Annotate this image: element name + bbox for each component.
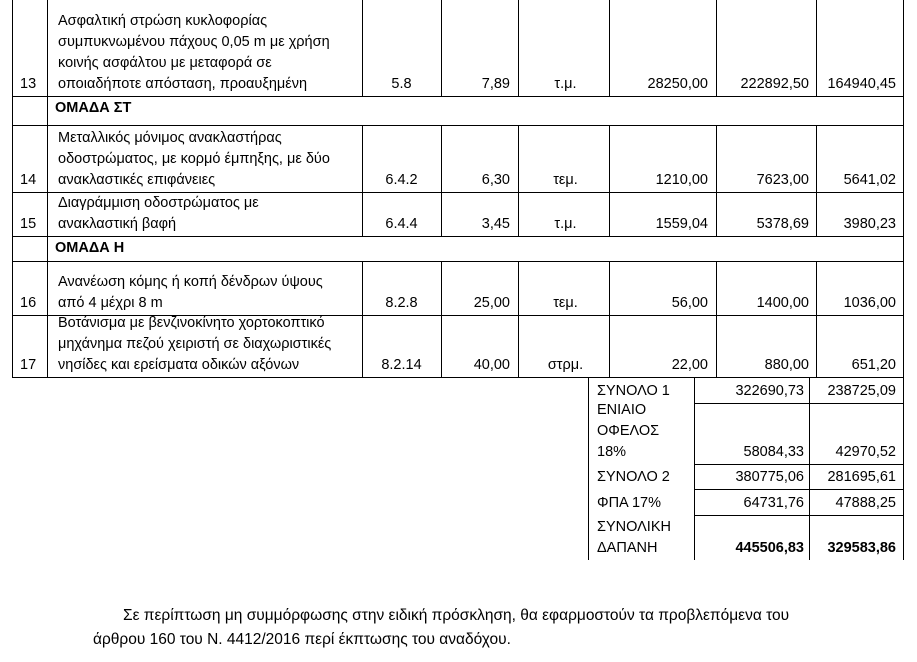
- group-label: ΟΜΑΔΑ Η: [55, 240, 125, 256]
- item-total-b: 651,20: [851, 357, 896, 373]
- item-quantity: 1210,00: [655, 172, 708, 188]
- summary-value-b: 47888,25: [835, 495, 896, 511]
- item-description-line: Βοτάνισμα με βενζινοκίνητο χορτοκοπτικό: [58, 315, 325, 331]
- summary-value-a: 380775,06: [735, 469, 804, 485]
- summary-label-line: ΣΥΝΟΛΙΚΗ: [597, 519, 671, 535]
- item-number: 17: [20, 357, 37, 373]
- summary-value-a: 58084,33: [743, 444, 804, 460]
- item-code: 5.8: [391, 76, 412, 92]
- item-description-line: Ασφαλτική στρώση κυκλοφορίας: [58, 13, 268, 29]
- item-total-a: 222892,50: [740, 76, 809, 92]
- item-unit-price: 7,89: [481, 76, 510, 92]
- table-row-sep: [12, 377, 904, 378]
- table-row-sep: [12, 96, 904, 97]
- item-code: 8.2.14: [381, 357, 422, 373]
- summary-value-b: 238725,09: [827, 383, 896, 399]
- table-border-left: [12, 0, 13, 377]
- table-border-right: [903, 0, 904, 377]
- footer-line-2: άρθρου 160 του Ν. 4412/2016 περί έκπτωσης του αναδόχου.: [93, 631, 511, 648]
- item-description-line: από 4 μέχρι 8 m: [58, 295, 163, 311]
- item-description-line: οδοστρώματος, με κορμό έμπηξης, με δύο: [58, 151, 330, 167]
- footer-line-1: Σε περίπτωση μη συμμόρφωσης στην ειδική πρόσκληση, θα εφαρμοστούν τα προβλεπόμενα του: [123, 607, 790, 624]
- item-unit-price: 6,30: [481, 172, 510, 188]
- summary-row-sep: [694, 515, 904, 516]
- item-unit-price: 40,00: [473, 357, 510, 373]
- summary-row-sep: [694, 403, 904, 404]
- item-description-line: ανακλαστική βαφή: [58, 216, 177, 232]
- summary-value-b: 281695,61: [827, 469, 896, 485]
- summary-value-a: 445506,83: [735, 540, 804, 556]
- item-quantity: 56,00: [671, 295, 708, 311]
- item-description-line: κοινής ασφάλτου με μεταφορά σε: [58, 55, 272, 71]
- item-total-a: 5378,69: [756, 216, 809, 232]
- item-quantity: 1559,04: [655, 216, 708, 232]
- table-row-sep: [12, 236, 904, 237]
- summary-label-line: ΣΥΝΟΛΟ 1: [597, 383, 670, 399]
- item-description-line: Διαγράμμιση οδοστρώματος με: [58, 195, 259, 211]
- item-description-line: οποιαδήποτε απόσταση, προαυξημένη: [58, 76, 308, 92]
- summary-value-a: 322690,73: [735, 383, 804, 399]
- summary-label-line: ΦΠΑ 17%: [597, 495, 661, 511]
- item-number: 15: [20, 216, 37, 232]
- item-description-line: Μεταλλικός μόνιμος ανακλαστήρας: [58, 130, 282, 146]
- item-number: 13: [20, 76, 37, 92]
- summary-label-line: ΣΥΝΟΛΟ 2: [597, 469, 670, 485]
- item-unit: τεμ.: [553, 172, 578, 188]
- item-total-a: 880,00: [764, 357, 809, 373]
- summary-border-left: [588, 377, 589, 560]
- item-number: 16: [20, 295, 37, 311]
- summary-label-line: ΕΝΙΑΙΟ: [597, 402, 647, 418]
- summary-label-line: ΔΑΠΑΝΗ: [597, 540, 658, 556]
- item-number: 14: [20, 172, 37, 188]
- item-unit-price: 3,45: [481, 216, 510, 232]
- summary-border-right: [903, 377, 904, 560]
- item-description-line: Ανανέωση κόμης ή κοπή δένδρων ύψους: [58, 274, 323, 290]
- summary-value-b: 42970,52: [835, 444, 896, 460]
- item-unit: τεμ.: [553, 295, 578, 311]
- item-description-line: συμπυκνωμένου πάχους 0,05 m με χρήση: [58, 34, 330, 50]
- item-unit: τ.μ.: [554, 76, 577, 92]
- item-total-b: 164940,45: [827, 76, 896, 92]
- item-quantity: 22,00: [671, 357, 708, 373]
- item-total-a: 7623,00: [756, 172, 809, 188]
- summary-label-line: 18%: [597, 444, 627, 460]
- item-total-b: 5641,02: [843, 172, 896, 188]
- item-unit-price: 25,00: [473, 295, 510, 311]
- item-quantity: 28250,00: [647, 76, 708, 92]
- item-description-line: ανακλαστικές επιφάνειες: [58, 172, 216, 188]
- summary-row-sep: [694, 464, 904, 465]
- summary-value-a: 64731,76: [743, 495, 804, 511]
- summary-value-b: 329583,86: [827, 540, 896, 556]
- item-code: 6.4.2: [385, 172, 418, 188]
- item-total-b: 3980,23: [843, 216, 896, 232]
- item-unit: στρμ.: [547, 357, 584, 373]
- item-total-a: 1400,00: [756, 295, 809, 311]
- table-col-sep: [47, 0, 48, 377]
- item-code: 6.4.4: [385, 216, 418, 232]
- item-code: 8.2.8: [385, 295, 418, 311]
- item-total-b: 1036,00: [843, 295, 896, 311]
- item-description-line: νησίδες και ερείσματα οδικών αξόνων: [58, 357, 300, 373]
- summary-label-line: ΟΦΕΛΟΣ: [597, 423, 660, 439]
- table-row-sep: [12, 261, 904, 262]
- item-description-line: μηχάνημα πεζού χειριστή σε διαχωριστικές: [58, 336, 332, 352]
- group-label: ΟΜΑΔΑ ΣΤ: [55, 100, 132, 116]
- item-unit: τ.μ.: [554, 216, 577, 232]
- summary-row-sep: [694, 489, 904, 490]
- table-row-sep: [12, 125, 904, 126]
